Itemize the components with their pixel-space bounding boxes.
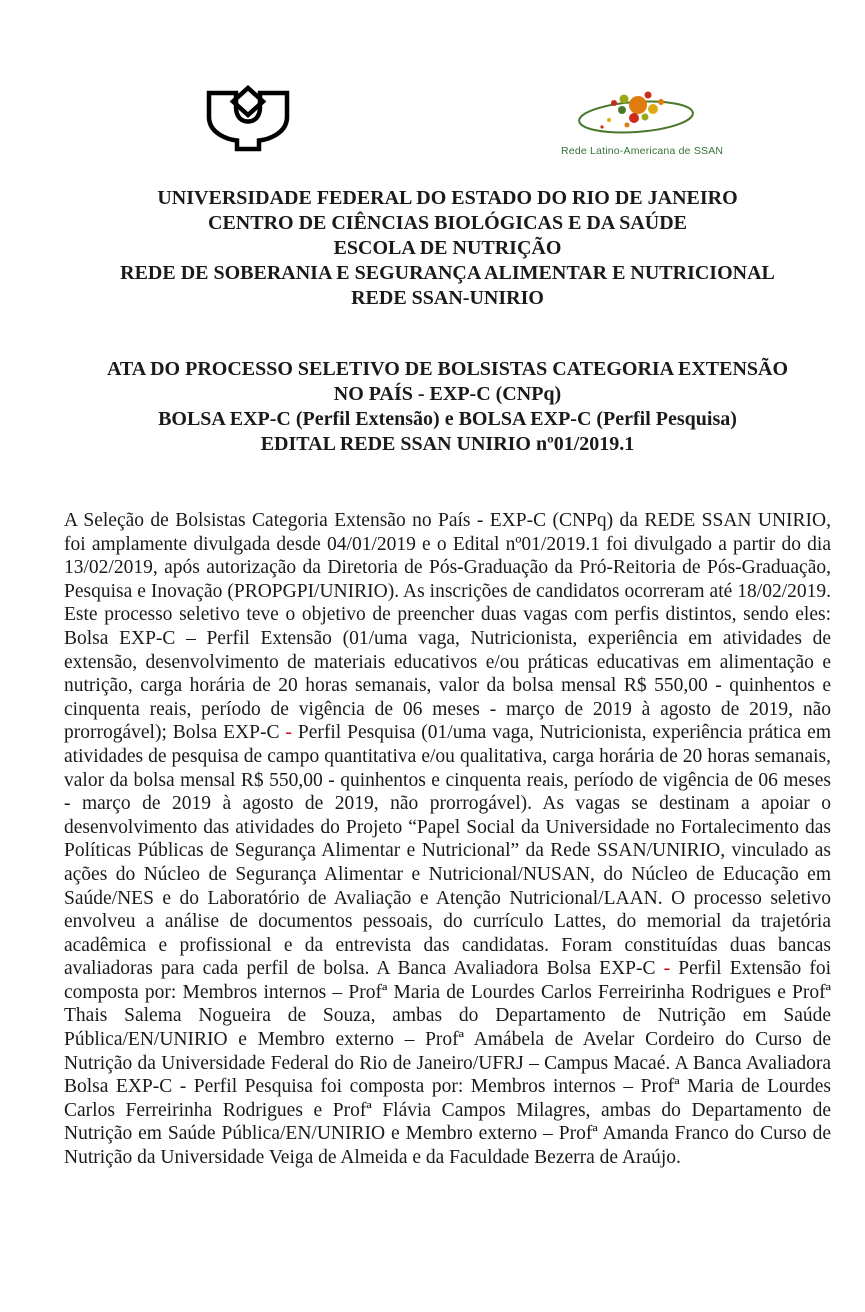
ssan-logo-caption: Rede Latino-Americana de SSAN [561,145,724,157]
title-line-3: BOLSA EXP-C (Perfil Extensão) e BOLSA EXP-C (Perfil Pesquisa) [158,408,737,430]
ssan-logo [561,87,724,157]
document-title [64,357,831,457]
title-line-4: EDITAL REDE SSAN UNIRIO nº01/2019.1 [260,433,635,455]
unirio-logo-icon [195,85,301,161]
paragraph-text: Perfil Extensão foi composta por: Membros internos – Profª Maria de Lourdes Carlos Ferreirinha Rodrigues e Profª Thais Salema Nogueira de Souza, ambas do Departamento de Nutrição em Saúde Pública/EN/UNIRIO e Membro externo – Profª Amábela de Avelar Cordeiro do Curso de Nutrição da Universidade Federal do Rio de Janeiro/UFRJ – Campus Macaé. A Banca Avaliadora Bolsa EXP-C - Perfil Pesquisa foi composta por: Membros internos – Profª Maria de Lourdes Carlos Ferreirinha Rodrigues e Profª Flávia Campos Milagres, ambas do Departamento de Nutrição em Saúde Pública/EN/UNIRIO e Membro externo – Profª Amanda Franco do Curso de Nutrição da Universidade Veiga de Almeida e da Faculdade Bezerra de Araújo. [64,958,831,1169]
letterhead-logos [64,85,831,185]
letterhead-line-2: CENTRO DE CIÊNCIAS BIOLÓGICAS E DA SAÚDE [208,212,687,234]
letterhead-line-4: REDE DE SOBERANIA E SEGURANÇA ALIMENTAR E NUTRICIONAL [120,262,775,284]
paragraph-text: Perfil Pesquisa (01/uma vaga, Nutricionista, experiência prática em atividades de pesquisa de campo quantitativa e/ou qualitativa, carga horária de 20 horas semanais, valor da bolsa mensal R$ 550,00 - quinhentos e cinquenta reais, período de vigência de 06 meses - março de 2019 à agosto de 2019, não prorrogável). As vagas se destinam a apoiar o desenvolvimento das atividades do Projeto “Papel Social da Universidade no Fortalecimento das Políticas Públicas de Segurança Alimentar e Nutricional” da Rede SSAN/UNIRIO, vinculado as ações do Núcleo de Segurança Alimentar e Nutricional/NUSAN, do Núcleo de Educação em Saúde/NES e do Laboratório de Avaliação e Atenção Nutricional/LAAN. O processo seletivo envolveu a análise de documentos pessoais, do currículo Lattes, do memorial da trajetória acadêmica e profissional e da entrevista das candidatas. Foram constituídas duas bancas avaliadoras para cada perfil de bolsa. A Banca Avaliadora Bolsa EXP-C [64,722,831,980]
letterhead-line-1: UNIVERSIDADE FEDERAL DO ESTADO DO RIO DE JANEIRO [157,187,738,209]
paragraph-text: A Seleção de Bolsistas Categoria Extensão no País - EXP-C (CNPq) da REDE SSAN UNIRIO, foi amplamente divulgada desde 04/01/2019 e o Edital nº01/2019.1 foi divulgado a partir do dia 13/02/2019, após autorização da Diretoria de Pós-Graduação da Pró-Reitoria de Pós-Graduação, Pesquisa e Inovação (PROPGPI/UNIRIO). As inscrições de candidatos ocorreram até 18/02/2019. Este processo seletivo teve o objetivo de preencher duas vagas com perfis distintos, sendo eles: Bolsa EXP-C – Perfil Extensão (01/uma vaga, Nutricionista, experiência em atividades de extensão, desenvolvimento de materiais educativos e/ou práticas educativas em alimentação e nutrição, carga horária de 20 horas semanais, valor da bolsa mensal R$ 550,00 - quinhentos e cinquenta reais, período de vigência de 06 meses - março de 2019 à agosto de 2019, não prorrogável); Bolsa EXP-C [64,510,831,744]
red-hyphen-text: - [285,722,292,744]
body-paragraph [64,509,831,1170]
unirio-logo [195,85,301,161]
ssan-logo-icon [564,87,709,139]
title-line-2: NO PAÍS - EXP-C (CNPq) [333,383,562,405]
letterhead [64,186,831,311]
letterhead-line-5: REDE SSAN-UNIRIO [351,287,544,309]
letterhead-line-3: ESCOLA DE NUTRIÇÃO [333,237,562,259]
red-hyphen-text: - [663,958,671,980]
title-line-1: ATA DO PROCESSO SELETIVO DE BOLSISTAS CATEGORIA EXTENSÃO [106,358,789,380]
